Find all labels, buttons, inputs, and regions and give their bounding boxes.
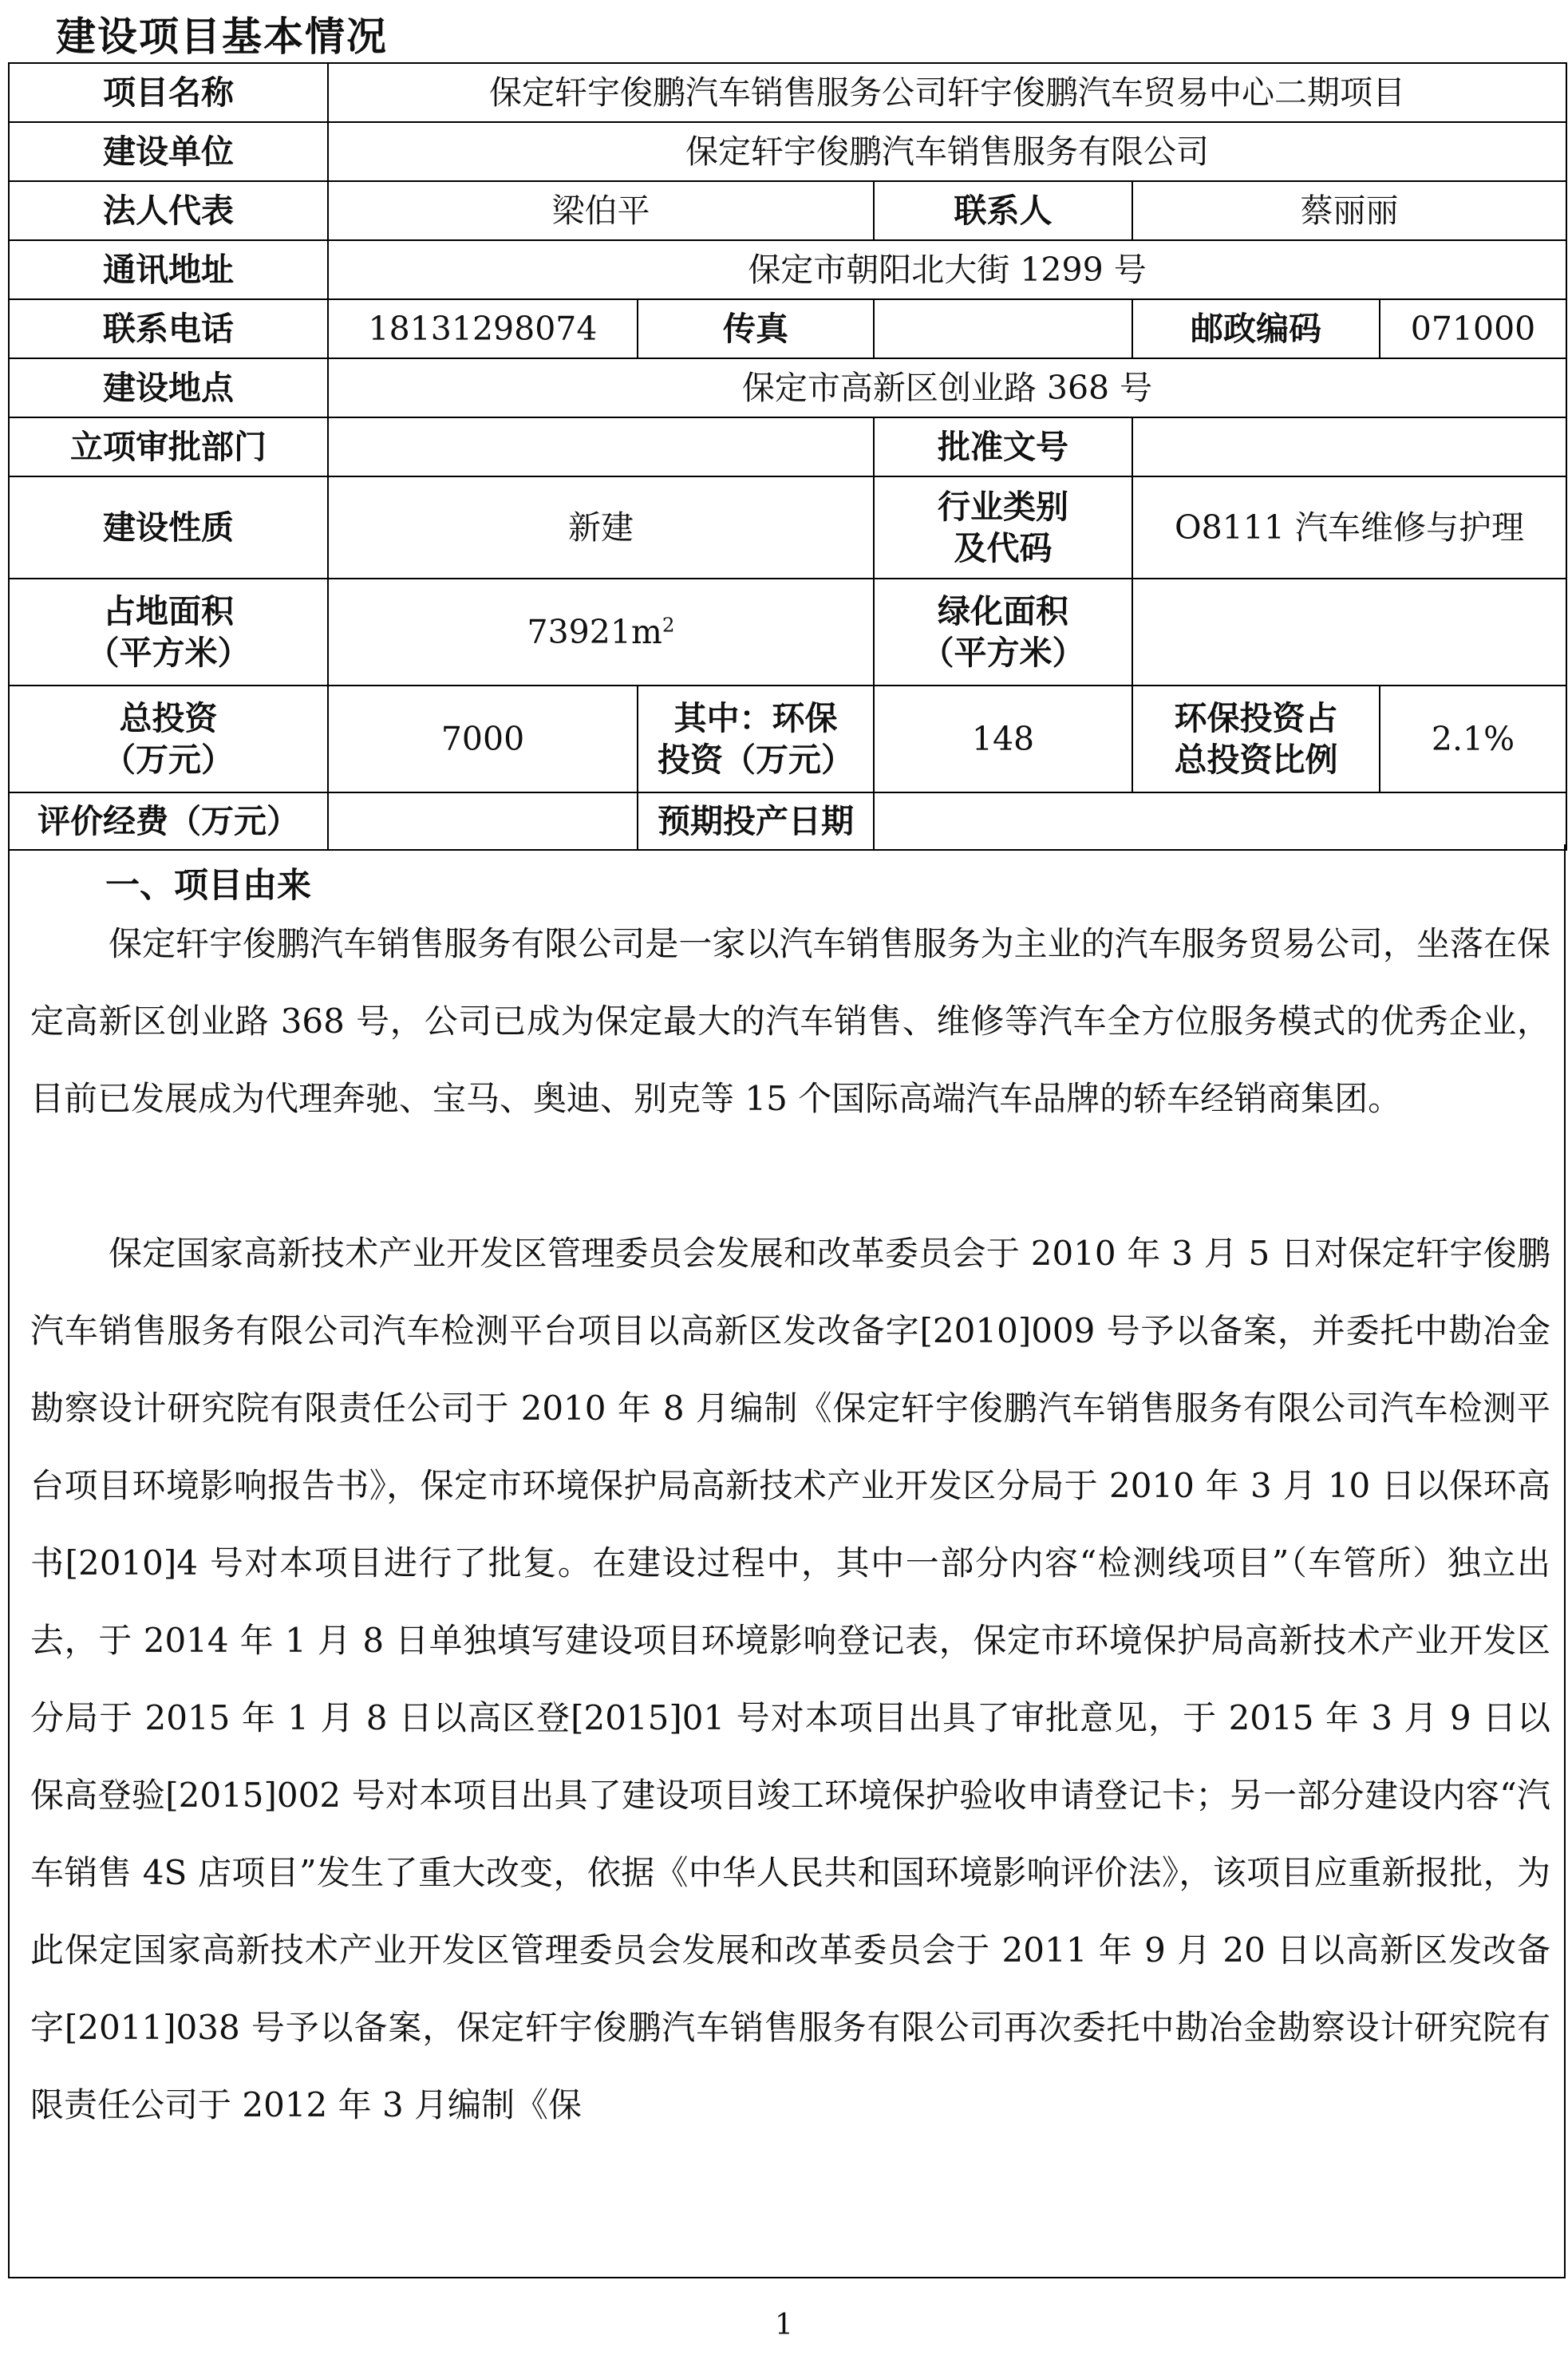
area-label <box>9 579 328 686</box>
postcode-value: 071000 <box>1380 299 1566 358</box>
nature-label: 建设性质 <box>9 476 328 579</box>
invest-label <box>9 686 328 792</box>
paragraph-1: 保定轩宇俊鹏汽车销售服务有限公司是一家以汽车销售服务为主业的汽车服务贸易公司，坐落在保定高新区创业路 368 号，公司已成为保定最大的汽车销售、维修等汽车全方位服务模式的优秀企业，目前已发展成为代理奔驰、宝马、奥迪、别克等 15 个国际高端汽车品牌的轿车经销商集团。 <box>30 924 1550 1118</box>
eval-fee-value <box>328 792 638 850</box>
table-row <box>9 579 1566 686</box>
ratio-label <box>1132 686 1380 792</box>
phone-value: 18131298074 <box>328 299 638 358</box>
legal-rep-label: 法人代表 <box>9 181 328 240</box>
invest-label-line1: 总投资 <box>119 698 218 737</box>
fax-value <box>874 299 1132 358</box>
table-row <box>9 417 1566 476</box>
area-label-line2: （平方米） <box>86 634 251 672</box>
env-invest-label-line2: 投资（万元） <box>658 741 854 779</box>
project-name-value: 保定轩宇俊鹏汽车销售服务公司轩宇俊鹏汽车贸易中心二期项目 <box>328 63 1566 122</box>
page-title: 建设项目基本情况 <box>56 14 388 60</box>
eval-fee-label: 评价经费（万元） <box>9 792 328 850</box>
address-label: 通讯地址 <box>9 240 328 299</box>
industry-label <box>874 476 1132 579</box>
green-label <box>874 579 1132 686</box>
postcode-label: 邮政编码 <box>1132 299 1380 358</box>
table-row <box>9 358 1566 417</box>
table-row <box>9 181 1566 240</box>
approval-dept-label: 立项审批部门 <box>9 417 328 476</box>
site-value: 保定市高新区创业路 368 号 <box>328 358 1566 417</box>
project-name-label: 项目名称 <box>9 63 328 122</box>
table-row <box>9 240 1566 299</box>
prod-date-label: 预期投产日期 <box>638 792 874 850</box>
table-row <box>9 299 1566 358</box>
industry-value: O8111 汽车维修与护理 <box>1132 476 1566 579</box>
env-invest-label-line1: 其中：环保 <box>673 698 838 737</box>
table-row <box>9 792 1566 850</box>
nature-value: 新建 <box>328 476 874 579</box>
area-value <box>328 579 874 686</box>
paragraph-2: 保定国家高新技术产业开发区管理委员会发展和改革委员会于 2010 年 3 月 5 日对保定轩宇俊鹏汽车销售服务有限公司汽车检测平台项目以高新区发改备字[2010]009 号予以备案，并委托中勘冶金勘察设计研究院有限责任公司于 2010 年 8 月编制《保定轩宇俊鹏汽车销售服务有限公司汽车检测平台项目环境影响报告书》，保定市环境保护局高新技术产业开发区分局于 2010 年 3 月 10 日以保环高书[2010]4 号对本项目进行了批复。在建设过程中，其中一部分内容“检测线项目”（车管所）独立出去，于 2014 年 1 月 8 日单独填写建设项目环境影响登记表，保定市环境保护局高新技术产业开发区分局于 2015 年 1 月 8 日以高区登[2015]01 号对本项目出具了审批意见，于 2015 年 3 月 9 日以保高登验[2015]002 号对本项目出具了建设项目竣工环境保护验收申请登记卡；另一部分建设内容“汽车销售 4S 店项目”发生了重大改变，依据《中华人民共和国环境影响评价法》，该项目应重新报批，为此保定国家高新技术产业开发区管理委员会发展和改革委员会于 2011 年 9 月 20 日以高新区发改备字[2011]038 号予以备案，保定轩宇俊鹏汽车销售服务有限公司再次委托中勘冶金勘察设计研究院有限责任公司于 2012 年 3 月编制《保 <box>30 1234 1550 2124</box>
env-invest-value: 148 <box>874 686 1132 792</box>
ratio-label-line2: 总投资比例 <box>1174 741 1338 779</box>
contact-value: 蔡丽丽 <box>1132 181 1566 240</box>
table-row <box>9 122 1566 181</box>
green-value <box>1132 579 1566 686</box>
area-number: 73921m <box>527 612 662 651</box>
legal-rep-value: 梁伯平 <box>328 181 874 240</box>
phone-label: 联系电话 <box>9 299 328 358</box>
industry-label-line2: 及代码 <box>954 529 1053 567</box>
green-label-line2: （平方米） <box>921 634 1085 672</box>
ratio-label-line1: 环保投资占 <box>1174 698 1338 737</box>
ratio-value: 2.1% <box>1380 686 1566 792</box>
table-row <box>9 476 1566 579</box>
env-invest-label <box>638 686 874 792</box>
contact-label: 联系人 <box>874 181 1132 240</box>
builder-value: 保定轩宇俊鹏汽车销售服务有限公司 <box>328 122 1566 181</box>
project-info-table <box>8 62 1567 851</box>
invest-label-line2: （万元） <box>103 741 234 779</box>
table-row <box>9 63 1566 122</box>
approval-no-label: 批准文号 <box>874 417 1132 476</box>
project-origin-section <box>8 844 1566 2278</box>
prod-date-value <box>874 792 1566 850</box>
area-superscript: 2 <box>662 613 675 637</box>
fax-label: 传真 <box>638 299 874 358</box>
invest-value: 7000 <box>328 686 638 792</box>
address-value: 保定市朝阳北大街 1299 号 <box>328 240 1566 299</box>
site-label: 建设地点 <box>9 358 328 417</box>
approval-no-value <box>1132 417 1566 476</box>
page-number: 1 <box>775 2309 793 2341</box>
area-label-line1: 占地面积 <box>103 591 234 630</box>
section-heading: 一、项目由来 <box>105 866 311 906</box>
table-row <box>9 686 1566 792</box>
approval-dept-value <box>328 417 874 476</box>
industry-label-line1: 行业类别 <box>938 487 1068 526</box>
builder-label: 建设单位 <box>9 122 328 181</box>
green-label-line1: 绿化面积 <box>938 591 1068 630</box>
